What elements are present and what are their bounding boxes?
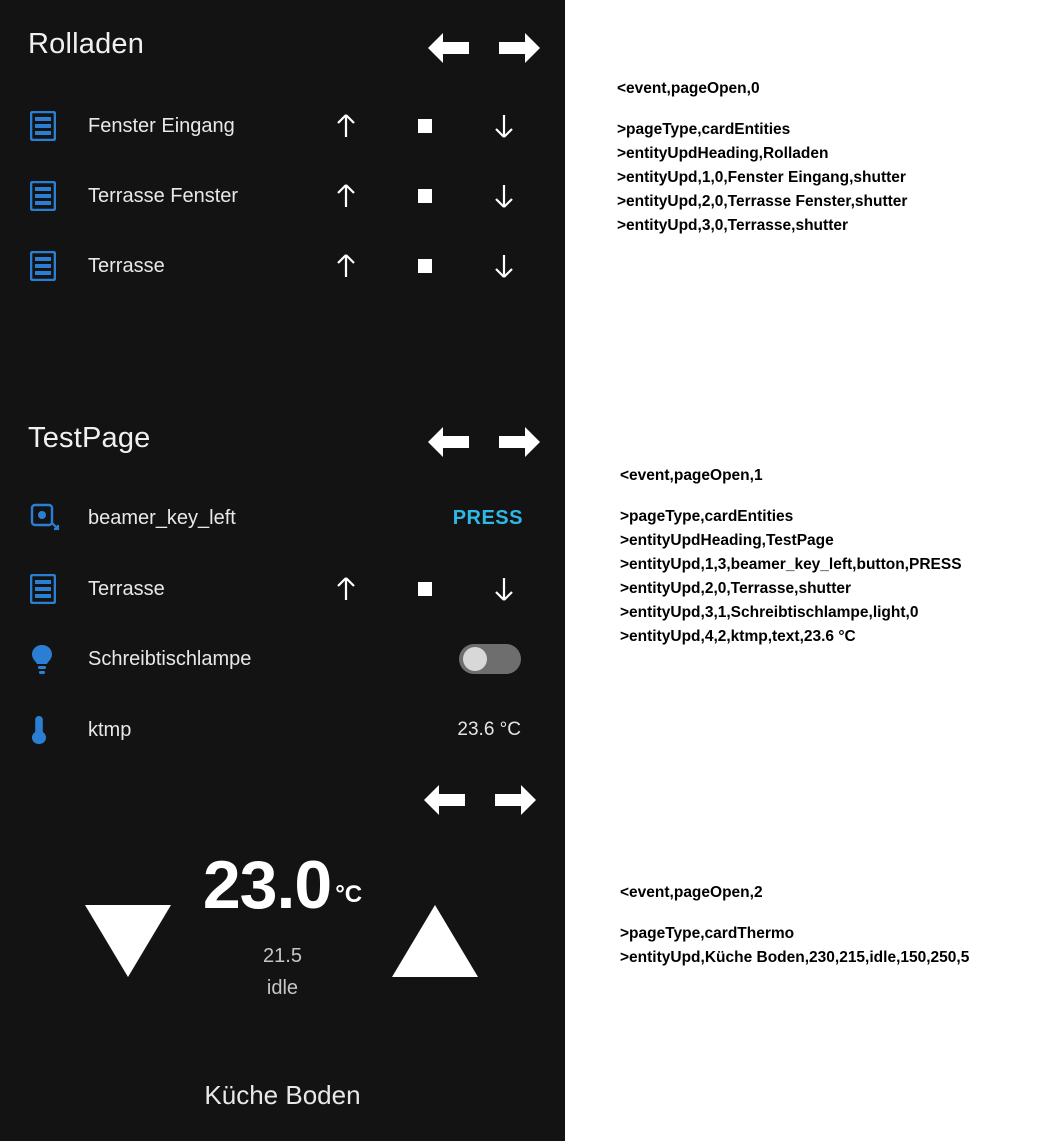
previous-page-arrow-icon[interactable] (425, 28, 471, 68)
card-header-testpage (0, 422, 565, 482)
shutter-down-icon[interactable] (483, 568, 525, 610)
light-toggle[interactable] (459, 644, 521, 674)
button-icon (30, 503, 88, 533)
bulb-icon (30, 643, 88, 675)
list-item[interactable] (0, 168, 565, 224)
log-line: >entityUpd,Küche Boden,230,215,idle,150,250,5 (620, 949, 970, 966)
shutter-icon (30, 251, 88, 281)
entity-name: Fenster Eingang (88, 114, 235, 137)
log-line: >entityUpd,3,0,Terrasse,shutter (617, 217, 849, 234)
list-item[interactable] (0, 702, 565, 758)
entity-name: Terrasse (88, 577, 165, 600)
shutter-controls (325, 568, 525, 610)
log-line: >entityUpd,2,0,Terrasse,shutter (620, 580, 852, 597)
current-temperature-value: 23.0 (202, 847, 332, 923)
entity-name: Schreibtischlampe (88, 647, 252, 670)
entity-name: Terrasse Fenster (88, 184, 239, 207)
log-block (620, 467, 962, 649)
log-event-line: <event,pageOpen,1 (620, 467, 763, 484)
shutter-stop-icon[interactable] (404, 568, 446, 610)
shutter-controls (325, 245, 525, 287)
list-item[interactable] (0, 631, 565, 687)
previous-page-arrow-icon[interactable] (421, 780, 467, 820)
card-header-rolladen (0, 28, 565, 88)
shutter-down-icon[interactable] (483, 245, 525, 287)
shutter-stop-icon[interactable] (404, 245, 446, 287)
next-page-arrow-icon[interactable] (493, 780, 539, 820)
shutter-up-icon[interactable] (325, 568, 367, 610)
log-line: >pageType,cardThermo (620, 925, 795, 942)
shutter-stop-icon[interactable] (404, 175, 446, 217)
log-line: >pageType,cardEntities (620, 508, 794, 525)
log-block (617, 80, 907, 238)
page-title: Rolladen (28, 28, 145, 60)
shutter-controls (325, 105, 525, 147)
target-temperature: 21.5 (263, 945, 302, 967)
shutter-icon (30, 574, 88, 604)
shutter-up-icon[interactable] (325, 175, 367, 217)
log-event-line: <event,pageOpen,2 (620, 884, 763, 901)
list-item[interactable] (0, 98, 565, 154)
temperature-unit: °C (335, 880, 363, 908)
entity-name: beamer_key_left (88, 506, 236, 529)
card-thermo (0, 770, 565, 1141)
log-line: >entityUpd,1,0,Fenster Eingang,shutter (617, 169, 906, 186)
log-line: >entityUpd,2,0,Terrasse Fenster,shutter (617, 193, 908, 210)
log-line: >pageType,cardEntities (617, 121, 791, 138)
nav-arrows (425, 422, 543, 462)
previous-page-arrow-icon[interactable] (425, 422, 471, 462)
shutter-up-icon[interactable] (325, 105, 367, 147)
log-line: >entityUpdHeading,Rolladen (617, 145, 829, 162)
shutter-stop-icon[interactable] (404, 105, 446, 147)
serial-log-panel (565, 0, 1045, 1141)
log-line: >entityUpdHeading,TestPage (620, 532, 834, 549)
thermometer-icon (30, 714, 88, 746)
current-temperature (0, 846, 565, 924)
nav-arrows (425, 28, 543, 68)
shutter-up-icon[interactable] (325, 245, 367, 287)
shutter-down-icon[interactable] (483, 105, 525, 147)
log-event-line: <event,pageOpen,0 (617, 80, 760, 97)
toggle-knob (463, 647, 487, 671)
shutter-icon (30, 181, 88, 211)
list-item[interactable] (0, 238, 565, 294)
status-badge: idle (266, 977, 299, 999)
shutter-controls (325, 175, 525, 217)
log-block (620, 884, 969, 970)
page-title: TestPage (28, 422, 151, 454)
entity-name: Terrasse (88, 254, 165, 277)
nav-arrows (421, 780, 539, 820)
list-item[interactable] (0, 490, 565, 546)
next-page-arrow-icon[interactable] (497, 422, 543, 462)
shutter-down-icon[interactable] (483, 175, 525, 217)
shutter-icon (30, 111, 88, 141)
entity-value: 23.6 °C (457, 719, 521, 740)
log-line: >entityUpd,3,1,Schreibtischlampe,light,0 (620, 604, 919, 621)
log-line: >entityUpd,1,3,beamer_key_left,button,PRESS (620, 556, 962, 573)
next-page-arrow-icon[interactable] (497, 28, 543, 68)
log-line: >entityUpd,4,2,ktmp,text,23.6 °C (620, 628, 856, 645)
press-button[interactable]: PRESS (452, 506, 523, 529)
list-item[interactable] (0, 561, 565, 617)
thermostat-name: Küche Boden (204, 1080, 361, 1110)
entity-name: ktmp (88, 718, 132, 741)
